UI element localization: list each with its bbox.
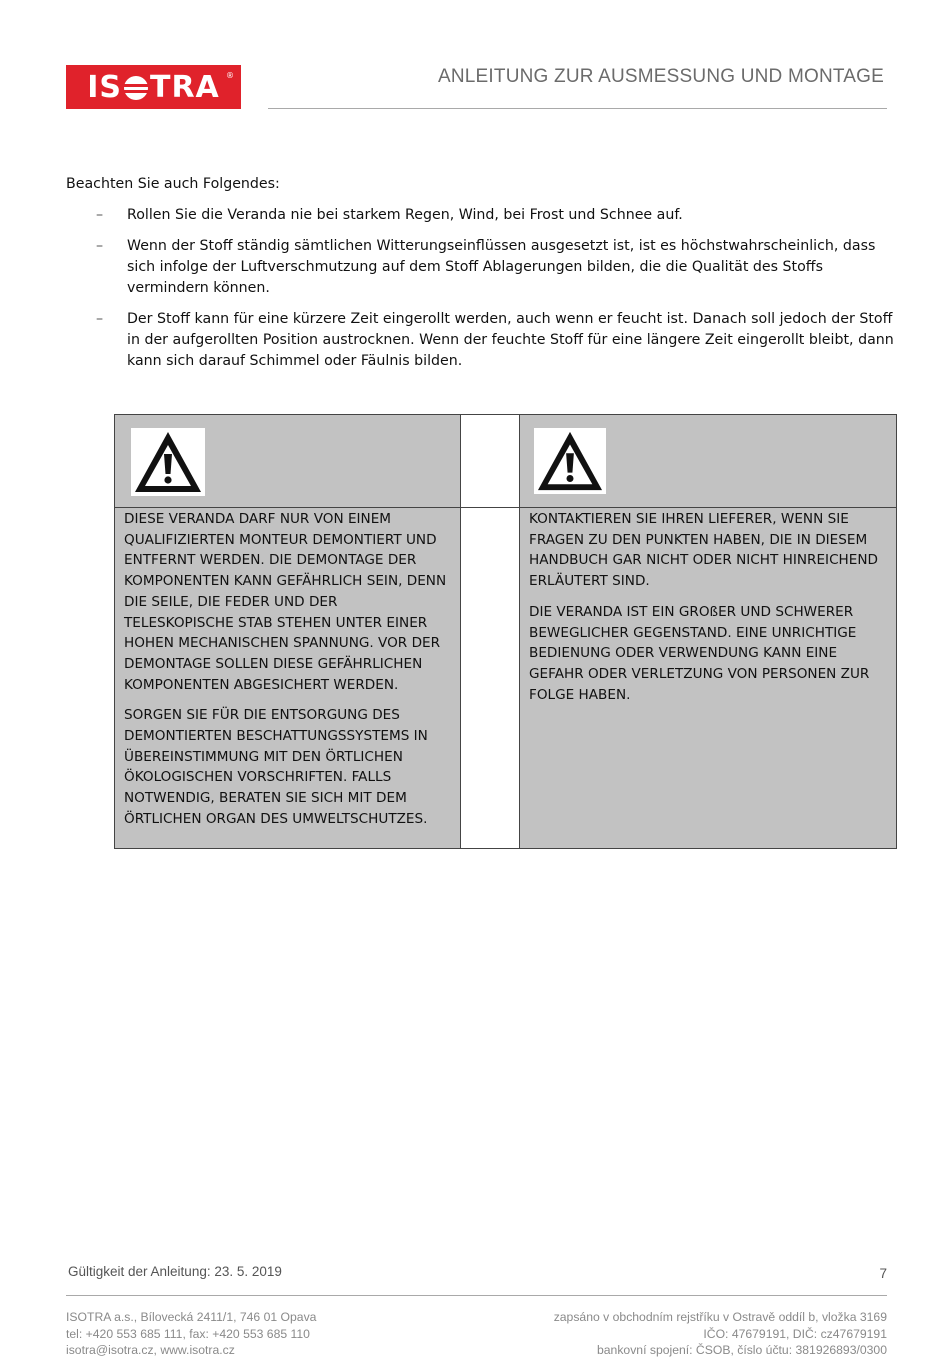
registered-mark: ®: [226, 71, 235, 80]
logo-text-is: IS: [87, 69, 122, 105]
warning-paragraph: SORGEN SIE FÜR DIE ENTSORGUNG DES DEMONTIERTEN BESCHATTUNGSSYSTEMS IN ÜBEREINSTIMMUNG MIT DEN ÖRTLICHEN ÖKOLOGISCHEN VORSCHRIFTEN. FALLS NOTWENDIG, BERATEN SIE SICH MIT DEM ÖRTLICHEN ORGAN DES UMWELTSCHUTZES.: [124, 707, 428, 827]
list-item: [66, 236, 896, 299]
list-item-text: Der Stoff kann für eine kürzere Zeit eingerollt werden, auch wenn er feucht ist. Danach soll jedoch der Stoff in der aufgerollten Position austrocknen. Wenn der feuchte Stoff für eine längere Zeit eingerollt bleibt, dann kann sich darauf Schimmel oder Fäulnis bilden.: [127, 311, 894, 369]
validity-date: Gültigkeit der Anleitung: 23. 5. 2019: [68, 1264, 282, 1279]
tax-ids: IČO: 47679191, DIČ: cz47679191: [703, 1326, 887, 1341]
warning-table: [114, 414, 897, 849]
bullet-dash: –: [96, 238, 104, 254]
logo-o-mark: [124, 76, 148, 100]
list-item: [66, 205, 896, 226]
table-row: [115, 415, 897, 508]
warning-triangle-icon: [534, 428, 606, 494]
company-email-web: isotra@isotra.cz, www.isotra.cz: [66, 1343, 235, 1357]
isotra-logo: [66, 65, 241, 109]
page-number: 7: [879, 1266, 887, 1281]
bank-info: bankovní spojení: ČSOB, číslo účtu: 381926893/0300: [597, 1343, 887, 1357]
company-phone: tel: +420 553 685 111, fax: +420 553 685 110: [66, 1326, 310, 1341]
list-item-text: Rollen Sie die Veranda nie bei starkem Regen, Wind, bei Frost und Schnee auf.: [127, 207, 683, 223]
list-item-text: Wenn der Stoff ständig sämtlichen Witterungseinflüssen ausgesetzt ist, ist es höchstwahrscheinlich, dass sich infolge der Luftverschmutzung auf dem Stoff Ablagerungen bilden, die die Qualität des Stoffs vermindern können.: [127, 238, 876, 296]
registry-info: zapsáno v obchodním rejstříku v Ostravě oddíl b, vložka 3169: [553, 1310, 887, 1324]
footer-divider: [66, 1295, 887, 1296]
warning-triangle-icon: [131, 428, 205, 496]
warning-paragraph: DIE VERANDA IST EIN GROßER UND SCHWERER BEWEGLICHER GEGENSTAND. EINE UNRICHTIGE BEDIENUNG ODER VERWENDUNG KANN EINE GEFAHR ODER VERLETZUNG VON PERSONEN ZUR FOLGE HABEN.: [529, 603, 870, 703]
logo-text-tra: TRA: [149, 69, 220, 105]
intro-text: Beachten Sie auch Folgendes:: [66, 176, 280, 192]
warning-paragraph: DIESE VERANDA DARF NUR VON EINEM QUALIFIZIERTEN MONTEUR DEMONTIERT UND ENTFERNT WERDEN. DIE DEMONTAGE DER KOMPONENTEN KANN GEFÄHRLICH SEIN, DENN DIE SEILE, DIE FEDER UND DER TELESKOPISCHE STAB STEHEN UNTER EINER HOHEN MECHANISCHEN SPANNUNG. VOR DER DEMONTAGE SOLLEN DIESE GEFÄHRLICHEN KOMPONENTEN ABGESICHERT WERDEN.: [124, 511, 447, 693]
company-address: ISOTRA a.s., Bílovecká 2411/1, 746 01 Opava: [66, 1310, 317, 1324]
company-registration: [554, 1309, 887, 1359]
bullet-dash: –: [96, 207, 104, 223]
warning-paragraph: KONTAKTIEREN SIE IHREN LIEFERER, WENN SIE FRAGEN ZU DEN PUNKTEN HABEN, DIE IN DIESEM HANDBUCH GAR NICHT ODER NICHT HINREICHEND ERLÄUTERT SIND.: [529, 511, 879, 590]
spacer-cell: [461, 415, 520, 508]
warning-text-cell-left: [115, 508, 461, 849]
document-title: ANLEITUNG ZUR AUSMESSUNG UND MONTAGE: [438, 66, 884, 87]
list-item: [66, 309, 896, 372]
table-row: [115, 508, 897, 849]
warning-text-cell-right: [520, 508, 897, 849]
bullet-dash: –: [96, 311, 104, 327]
header-divider: [268, 108, 887, 109]
notes-list: [66, 205, 896, 372]
spacer-cell: [461, 508, 520, 849]
warning-icon-cell-left: [115, 415, 461, 508]
warning-icon-cell-right: [520, 415, 897, 508]
notes-section: [66, 174, 896, 382]
company-contact: [66, 1309, 316, 1359]
